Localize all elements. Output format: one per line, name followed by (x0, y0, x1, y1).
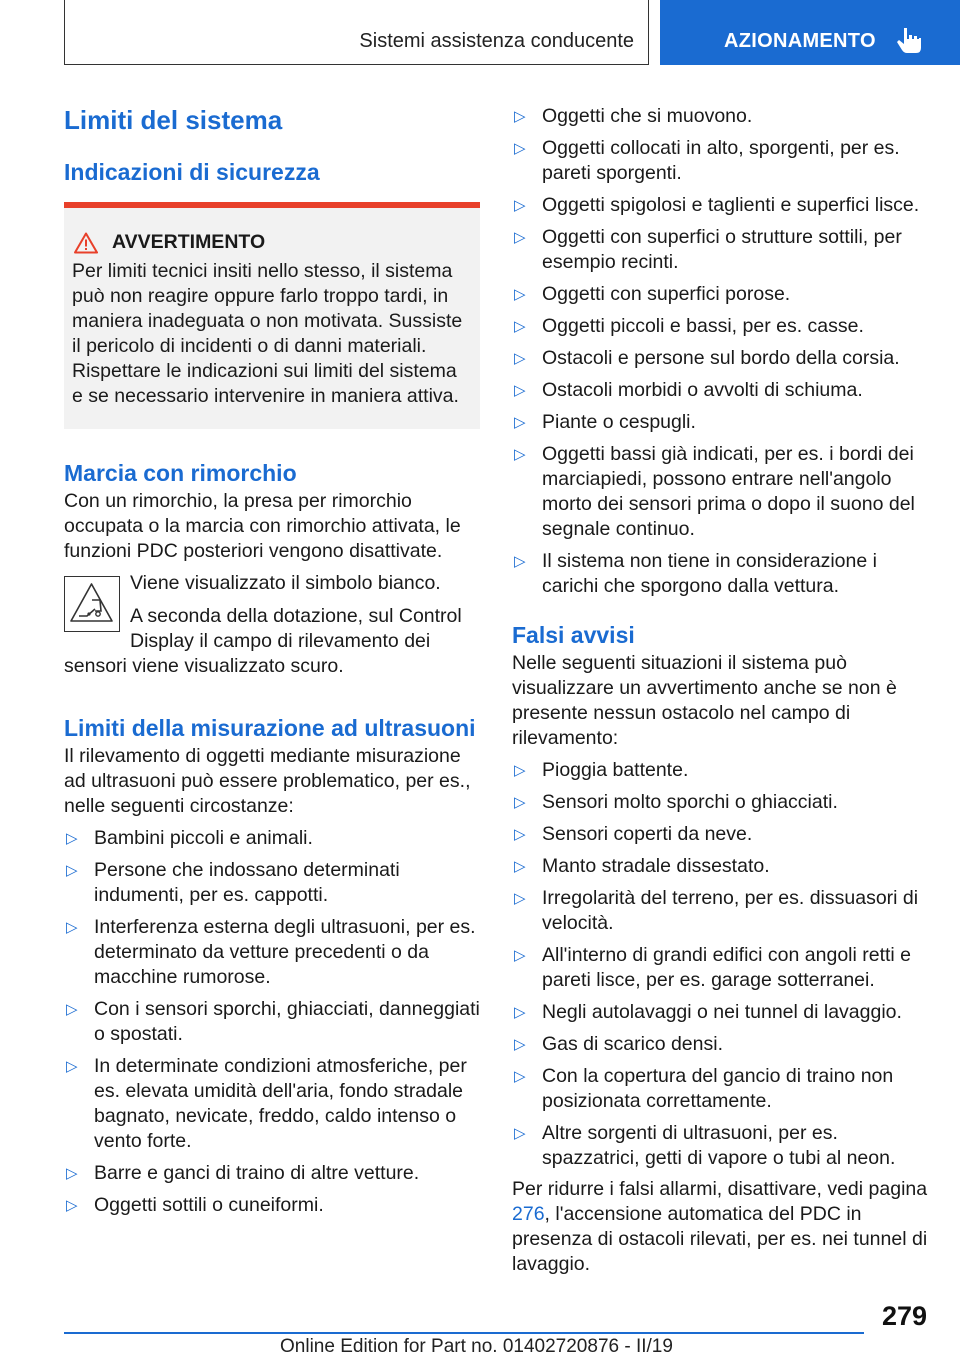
footer-edition: Online Edition for Part no. 01402720876 - II/19 (280, 1336, 673, 1357)
header-chapter-tab (660, 0, 960, 65)
trailer-symbol-line2: A seconda della dotazione, sul Control Display il campo di rilevamento dei sensori viene visualizzato scuro. (64, 605, 462, 677)
trailer-warning-icon (64, 576, 120, 632)
false-alarms-text: Nelle seguenti situazioni il sistema può visualizzare un avvertimento anche se non è presente nessun ostacolo nel campo di rilevamento: (512, 652, 897, 749)
list-item: ▷ Piante o cespugli. (514, 411, 696, 433)
header-section-tab (64, 0, 649, 65)
page-reference-link[interactable]: 276 (512, 1203, 545, 1225)
list-item: ▷ Ostacoli morbidi o avvolti di schiuma. (514, 379, 863, 401)
ultrasound-list (64, 826, 480, 1218)
warning-label: AVVERTIMENTO (112, 231, 266, 253)
ultrasound-title: Limiti della misurazione ad ultrasuoni (64, 715, 476, 741)
list-item: ▷ Barre e ganci di traino di altre vetture. (66, 1162, 420, 1184)
list-item: ▷ Persone che indossano determinati indumenti, per es. cappotti. (66, 859, 400, 906)
list-item: ▷ Interferenza esterna degli ultrasuoni, per es. determinato da vetture precedenti o da macchine rumorose. (66, 916, 476, 988)
list-item: ▷ Gas di scarico densi. (514, 1033, 723, 1055)
list-item: ▷ Manto stradale dissestato. (514, 855, 770, 877)
list-item: ▷ Altre sorgenti di ultrasuoni, per es. spazzatrici, getti di vapore o tubi al neon. (514, 1122, 896, 1169)
warning-triangle-icon (74, 232, 98, 254)
list-item: ▷ Bambini piccoli e animali. (66, 827, 313, 849)
list-item: ▷ Oggetti collocati in alto, sporgenti, per es. pareti sporgenti. (514, 137, 900, 184)
ultrasound-list-continued (512, 104, 928, 599)
warning-text: Per limiti tecnici insiti nello stesso, il sistema può non reagire oppure farlo troppo tardi, in maniera inadeguata o non motivata. Sussiste il pericolo di incidenti o di danni materiali. Rispettare le indicazioni sui limiti del sistema e se necessario intervenire in maniera attiva. (72, 260, 463, 407)
list-item: ▷ Negli autolavaggi o nei tunnel di lavaggio. (514, 1001, 902, 1023)
hand-pointer-icon (896, 26, 922, 54)
page-title: Limiti del sistema (64, 105, 283, 135)
left-column (64, 100, 480, 1218)
false-alarms-list (512, 758, 928, 1171)
list-item: ▷ Oggetti con superfici o strutture sottili, per esempio recinti. (514, 226, 902, 273)
list-item: ▷ Oggetti spigolosi e taglienti e superfici lisce. (514, 194, 920, 216)
header-section-title: Sistemi assistenza conducente (359, 30, 634, 52)
list-item: ▷ Oggetti con superfici porose. (514, 283, 791, 305)
list-item: ▷ All'interno di grandi edifici con angoli retti e pareti lisce, per es. garage sotterranei. (514, 944, 912, 991)
list-item: ▷ Oggetti che si muovono. (514, 105, 753, 127)
trailer-symbol-row (64, 571, 480, 679)
trailer-text: Con un rimorchio, la presa per rimorchio occupata o la marcia con rimorchio attivata, le funzioni PDC posteriori vengono disattivate. (64, 490, 461, 562)
false-alarms-title: Falsi avvisi (512, 622, 635, 648)
safety-title: Indicazioni di sicurezza (64, 159, 320, 185)
trailer-symbol-line1: Viene visualizzato il simbolo bianco. (130, 572, 441, 594)
list-item: ▷ Il sistema non tiene in considerazione i carichi che sporgono dalla vettura. (514, 550, 877, 597)
list-item: ▷ In determinate condizioni atmosferiche, per es. elevata umidità dell'aria, fondo stradale bagnato, nevicate, freddo, caldo intenso o vento forte. (66, 1055, 467, 1152)
list-item: ▷ Pioggia battente. (514, 759, 689, 781)
list-item: ▷ Oggetti sottili o cuneiformi. (66, 1194, 324, 1216)
list-item: ▷ Oggetti bassi già indicati, per es. i bordi dei marciapiedi, possono entrare nell'angolo morto dei sensori prima o dopo il suono del segnale continuo. (514, 443, 915, 540)
warning-box (64, 202, 480, 429)
list-item: ▷ Con la copertura del gancio di traino non posizionata correttamente. (514, 1065, 894, 1112)
list-item: ▷ Con i sensori sporchi, ghiacciati, danneggiati o spostati. (66, 998, 480, 1045)
header-chapter-title: AZIONAMENTO (724, 30, 876, 52)
list-item: ▷ Ostacoli e persone sul bordo della corsia. (514, 347, 900, 369)
list-item: ▷ Oggetti piccoli e bassi, per es. casse. (514, 315, 864, 337)
list-item: ▷ Sensori coperti da neve. (514, 823, 753, 845)
false-alarms-closing: Per ridurre i falsi allarmi, disattivare, vedi pagina 276, l'accensione automatica del PDC in presenza di ostacoli rilevati, per es. nei tunnel di lavaggio. (512, 1178, 928, 1275)
trailer-title: Marcia con rimorchio (64, 460, 297, 486)
list-item: ▷ Sensori molto sporchi o ghiacciati. (514, 791, 838, 813)
ultrasound-text: Il rilevamento di oggetti mediante misurazione ad ultrasuoni può essere problematico, per es., nelle seguenti circostanze: (64, 745, 471, 817)
footer-divider (64, 1332, 864, 1334)
list-item: ▷ Irregolarità del terreno, per es. dissuasori di velocità. (514, 887, 919, 934)
right-column (512, 100, 928, 1277)
warning-header (72, 230, 470, 255)
page-number: 279 (881, 1301, 927, 1331)
